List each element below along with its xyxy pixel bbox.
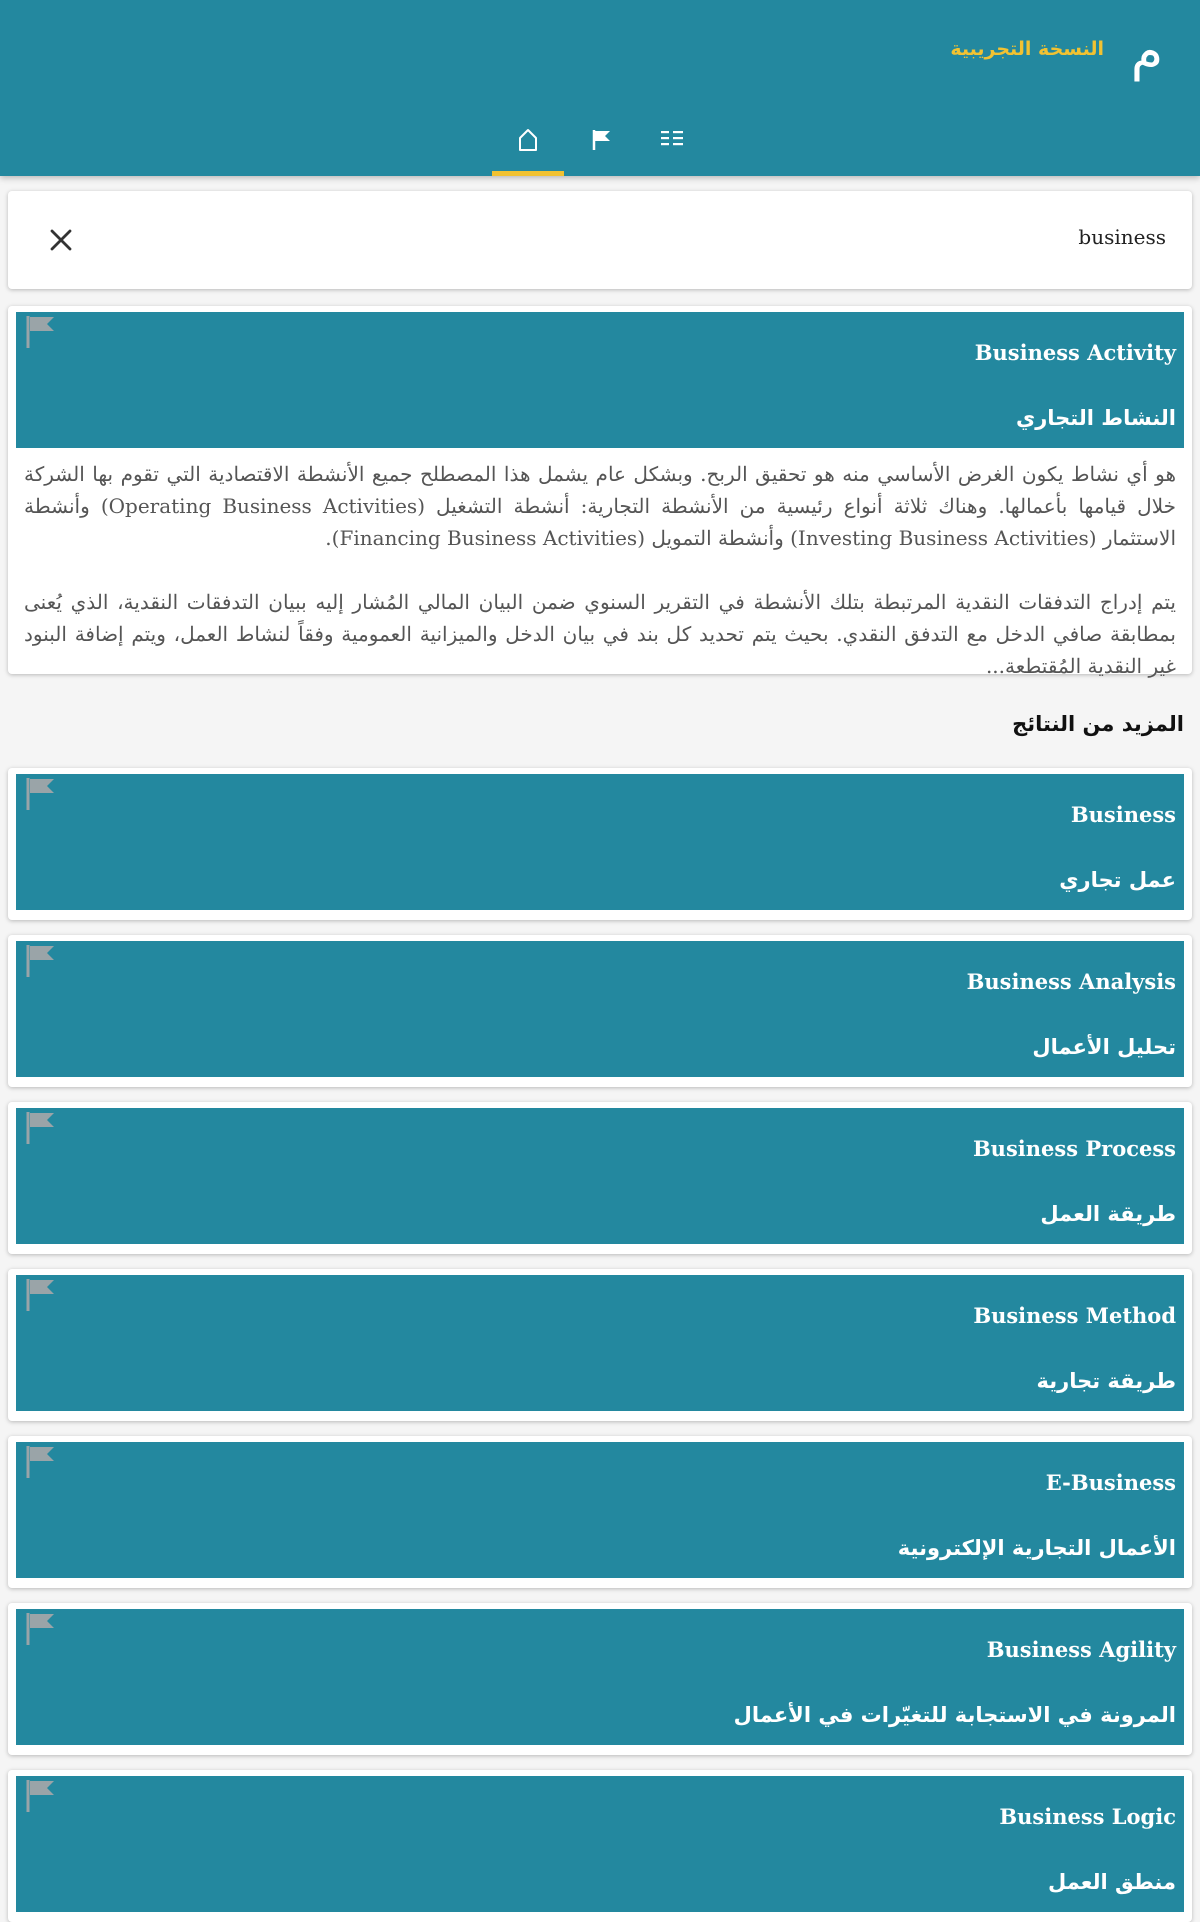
term-header xyxy=(16,1442,1184,1578)
term-arabic: طريقة تجارية xyxy=(1036,1369,1176,1393)
flag-bookmark-icon[interactable] xyxy=(24,1778,58,1814)
tab-home[interactable] xyxy=(492,110,564,176)
term-header xyxy=(16,1275,1184,1411)
main-result-card[interactable] xyxy=(8,306,1192,678)
term-arabic: طريقة العمل xyxy=(1040,1202,1176,1226)
definition-paragraph: هو أي نشاط يكون الغرض الأساسي منه هو تحقيق الربح. وبشكل عام يشمل هذا المصطلح جميع الأنشطة الاقتصادية التي تقوم بها الشركة خلال قيامها بأعمالها. وهناك ثلاثة أنواع رئيسية من الأنشطة التجارية: أنشطة التشغيل (Operating Business Activities) وأنشطة الاستثمار (Investing Business Activities) وأنشطة التمويل (Financing Business Activities). xyxy=(24,462,1176,550)
term-header xyxy=(16,1609,1184,1745)
term-english: Business Method xyxy=(973,1303,1176,1328)
result-item[interactable] xyxy=(8,1436,1192,1588)
result-item[interactable] xyxy=(8,935,1192,1087)
flag-bookmark-icon[interactable] xyxy=(24,314,58,350)
term-english: Business Activity xyxy=(974,340,1176,365)
more-results-heading: المزيد من النتائج xyxy=(1012,712,1184,736)
term-arabic: عمل تجاري xyxy=(1059,868,1176,892)
term-arabic: منطق العمل xyxy=(1047,1870,1176,1894)
term-english: Business Logic xyxy=(999,1804,1176,1829)
term-english: Business Process xyxy=(972,1136,1176,1161)
flag-bookmark-icon[interactable] xyxy=(24,1277,58,1313)
result-item[interactable] xyxy=(8,768,1192,920)
tab-list[interactable] xyxy=(636,110,708,176)
term-arabic: المرونة في الاستجابة للتغيّرات في الأعمال xyxy=(733,1703,1176,1727)
term-header xyxy=(16,774,1184,910)
term-arabic: النشاط التجاري xyxy=(1015,406,1176,430)
result-item[interactable] xyxy=(8,1603,1192,1755)
term-english: E-Business xyxy=(1045,1470,1176,1495)
close-icon xyxy=(44,223,78,257)
flag-bookmark-icon[interactable] xyxy=(24,1444,58,1480)
flag-icon xyxy=(591,128,613,152)
term-header xyxy=(16,941,1184,1077)
app-logo[interactable]: م xyxy=(1130,22,1164,82)
result-item[interactable] xyxy=(8,1269,1192,1421)
term-header xyxy=(16,312,1184,448)
search-bar xyxy=(8,191,1192,289)
term-header xyxy=(16,1108,1184,1244)
search-input[interactable]: business xyxy=(1078,225,1166,249)
flag-bookmark-icon[interactable] xyxy=(24,1611,58,1647)
trial-version-label[interactable]: النسخة التجريبية xyxy=(950,38,1104,60)
tab-flags[interactable] xyxy=(566,110,638,176)
app-bar xyxy=(0,0,1200,176)
term-english: Business Agility xyxy=(986,1637,1176,1662)
term-english: Business Analysis xyxy=(966,969,1176,994)
term-definition xyxy=(24,458,1176,682)
term-arabic: الأعمال التجارية الإلكترونية xyxy=(897,1536,1176,1560)
result-item[interactable] xyxy=(8,1102,1192,1254)
result-item[interactable] xyxy=(8,1770,1192,1922)
term-arabic: تحليل الأعمال xyxy=(1032,1035,1176,1059)
definition-paragraph: يتم إدراج التدفقات النقدية المرتبطة بتلك الأنشطة في التقرير السنوي ضمن البيان المالي المُشار إليه ببيان التدفقات النقدية، الذي يُعنى بمطابقة صافي الدخل مع التدفق النقدي. بحيث يتم تحديد كل بند في بيان الدخل والميزانية العمومية وفقاً لنشاط العمل، ويتم إضافة البنود غير النقدية المُقتطعة... xyxy=(24,590,1176,678)
term-header xyxy=(16,1776,1184,1912)
list-icon xyxy=(660,128,684,148)
flag-bookmark-icon[interactable] xyxy=(24,1110,58,1146)
flag-bookmark-icon[interactable] xyxy=(24,943,58,979)
clear-search-button[interactable] xyxy=(44,223,78,257)
term-english: Business xyxy=(1070,802,1176,827)
flag-bookmark-icon[interactable] xyxy=(24,776,58,812)
home-icon xyxy=(518,128,538,152)
